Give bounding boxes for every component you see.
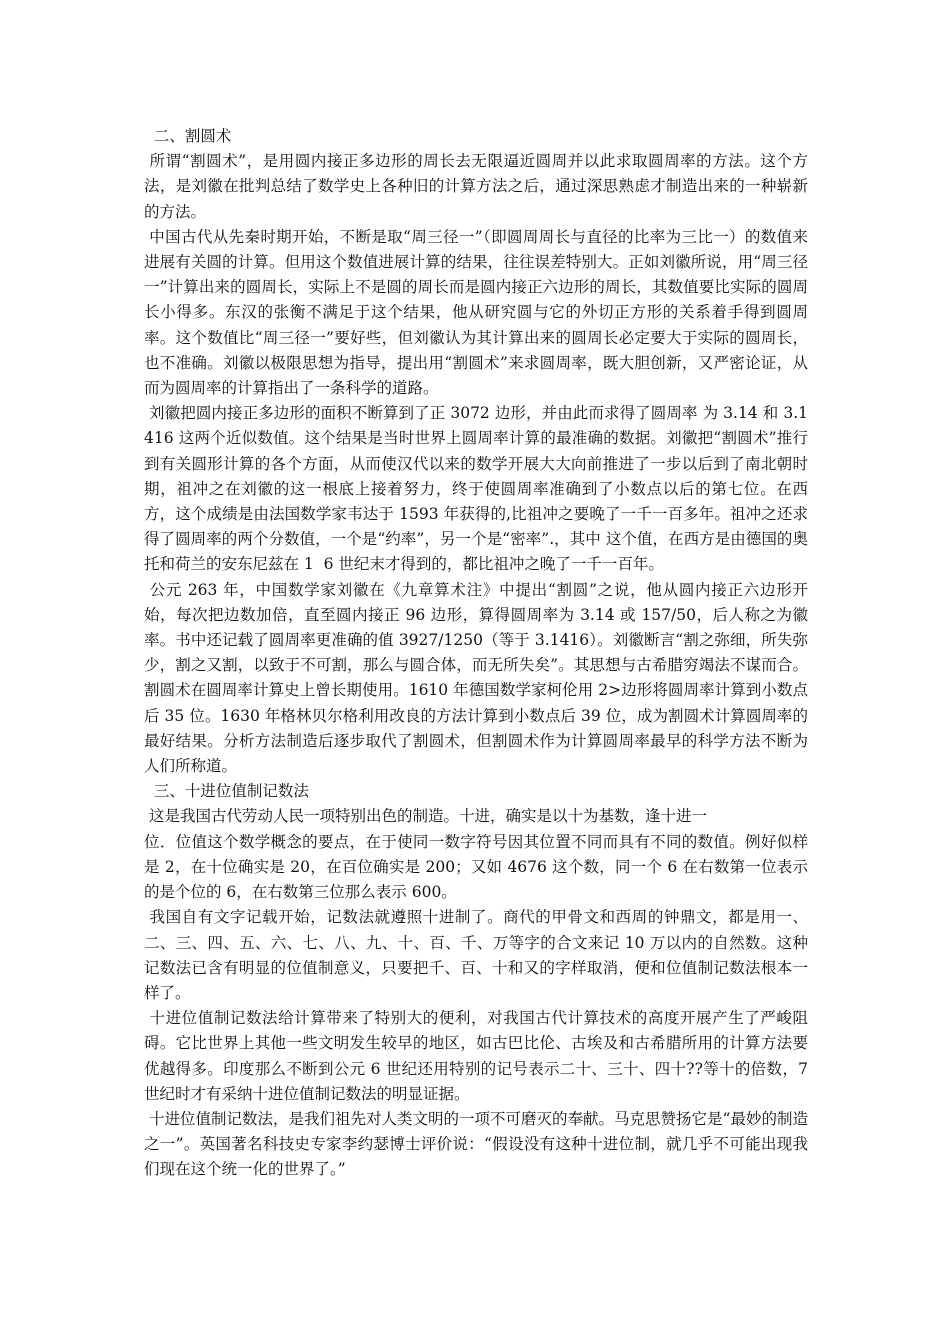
- paragraph: 中国古代从先秦时期开始，不断是取“周三径一”（即圆周周长与直径的比率为三比一）的数值来进展有关圆的计算。但用这个数值进展计算的结果，往往误差特别大。正如刘徽所说，用“周三径一”计算出来的圆周长，实际上不是圆的周长而是圆内接正六边形的周长，其数值要比实际的圆周长小得多。东汉的张衡不满足于这个结果，他从研究圆与它的外切正方形的关系着手得到圆周率。这个数值比“周三径一”要好些，但刘徽认为其计算出来的圆周长必定要大于实际的圆周长，也不准确。刘徽以极限思想为指导，提出用“割圆术”来求圆周率，既大胆创新，又严密论证，从而为圆周率的计算指出了一条科学的道路。: [144, 227, 808, 398]
- paragraph: 我国自有文字记载开始，记数法就遵照十进制了。商代的甲骨文和西周的钟鼎文，都是用一、二、三、四、五、六、七、八、九、十、百、千、万等字的合文来记 10 万以内的自然数。这种记数法已含有明显的位值制意义，只要把千、百、十和又的字样取消，便和位值制记数法根本一样了。: [144, 908, 808, 1002]
- paragraph: 十进位值制记数法给计算带来了特别大的便利，对我国古代计算技术的高度开展产生了严峻阻碍。它比世界上其他一些文明发生较早的地区，如古巴比伦、古埃及和古希腊所用的计算方法要优越得多。印度那么不断到公元 6 世纪还用特别的记号表示二十、三十、四十??等十的倍数，7 世纪时才有采纳十进位值制记数法的明显证据。: [144, 1009, 813, 1103]
- paragraph: 位．位值这个数学概念的要点，在于使同一数字符号因其位置不同而具有不同的数值。例好似样是 2，在十位确实是 20，在百位确实是 200；又如 4676 这个数，同一个 6 在右数第一位表示的是个位的 6，在右数第三位那么表示 600。: [144, 832, 808, 902]
- paragraph: 这是我国古代劳动人民一项特别出色的制造。十进，确实是以十为基数，逢十进一: [144, 807, 707, 826]
- paragraph: 公元 263 年，中国数学家刘徽在《九章算术注》中提出“割圆”之说，他从圆内接正六边形开始，每次把边数加倍，直至圆内接正 96 边形，算得圆周率为 3.14 或 157/50，后人称之为徽率。书中还记载了圆周率更准确的值 3927/1250（等于 3.1416）。刘徽断言“割之弥细，所失弥少，割之又割，以致于不可割，那么与圆合体，而无所失矣”。其思想与古希腊穷竭法不谋而合。割圆术在圆周率计算史上曾长期使用。1610 年德国数学家柯伦用 2>边形将圆周率计算到小数点后 35 位。1630 年格林贝尔格利用改良的方法计算到小数点后 39 位，成为割圆术计算圆周率的最好结果。分析方法制造后逐步取代了割圆术，但割圆术作为计算圆周率最早的科学方法不断为人们所称道。: [144, 580, 808, 776]
- document-body: [144, 124, 813, 1183]
- paragraph: 刘徽把圆内接正多边形的面积不断算到了正 3072 边形，并由此而求得了圆周率 为 3.14 和 3.1416 这两个近似数值。这个结果是当时世界上圆周率计算的最准确的数据。刘徽把“割圆术”推行到有关圆形计算的各个方面，从而使汉代以来的数学开展大大向前推进了一步以后到了南北朝时期，祖冲之在刘徽的这一根底上接着努力，终于使圆周率准确到了小数点以后的第七位。在西方，这个成绩是由法国数学家韦达于 1593 年获得的,比祖冲之要晚了一千一百多年。祖冲之还求得了圆周率的两个分数值，一个是“约率”，另一个是“密率”.，其中 这个值，在西方是由德国的奥托和荷兰的安东尼兹在 1 6 世纪末才得到的，都比祖冲之晚了一千一百年。: [144, 404, 808, 574]
- section-heading-decimal-notation: 三、十进位值制记数法: [144, 782, 309, 801]
- paragraph: 所谓“割圆术”，是用圆内接正多边形的周长去无限逼近圆周并以此求取圆周率的方法。这个方法，是刘徽在批判总结了数学史上各种旧的计算方法之后，通过深思熟虑才制造出来的一种崭新的方法。: [144, 152, 808, 221]
- paragraph: 十进位值制记数法，是我们祖先对人类文明的一项不可磨灭的奉献。马克思赞扬它是“最妙的制造之一”。英国著名科技史专家李约瑟博士评价说：“假设没有这种十进位制，就几乎不可能出现我们现在这个统一化的世界了。”: [144, 1109, 808, 1179]
- section-heading-cutting-circle: 二、割圆术: [144, 127, 232, 145]
